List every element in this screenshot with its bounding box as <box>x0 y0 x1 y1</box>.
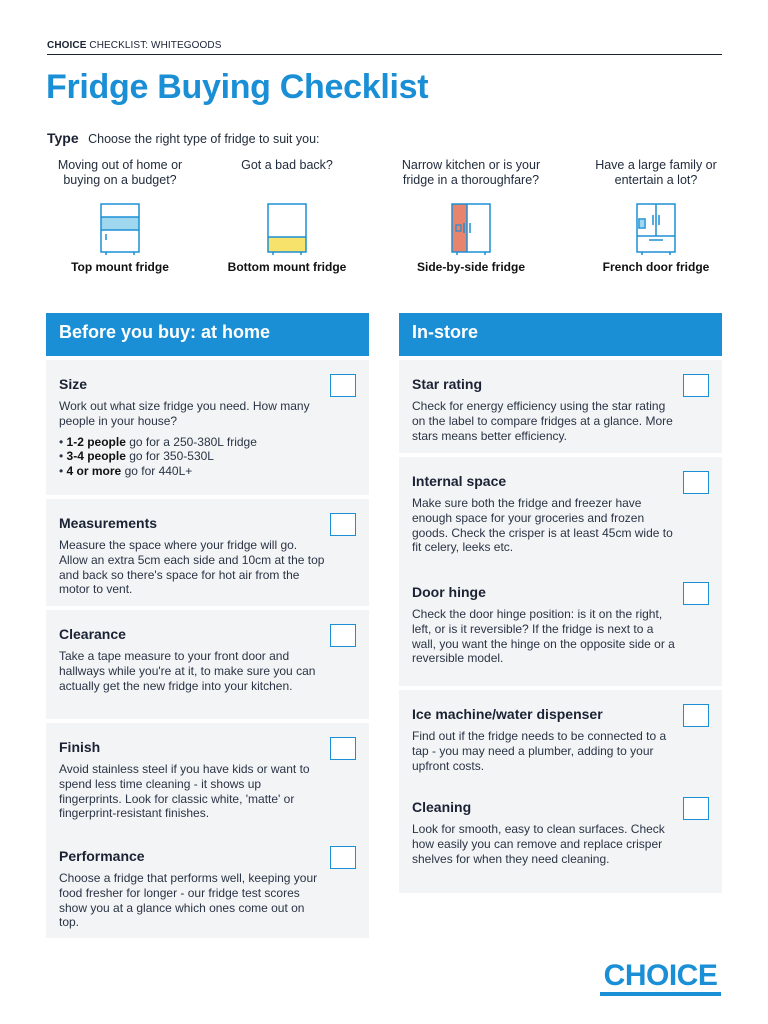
type-intro <box>47 130 320 146</box>
list-item: • 4 or more go for 440L+ <box>59 464 193 479</box>
bottom-mount-fridge-icon <box>267 203 307 255</box>
item-title: Door hinge <box>412 584 486 600</box>
fridge-type-question: Moving out of home or buying on a budget? <box>57 158 183 187</box>
checklist-item-door-hinge <box>399 568 722 686</box>
fridge-type-name: Top mount fridge <box>71 260 169 274</box>
item-text: Measure the space where your fridge will go. Allow an extra 5cm each side and 10cm at the top and back so there's space for hot air from the motor to vent. <box>59 538 325 597</box>
column-in-store <box>399 313 722 356</box>
checklist-item-cleaning <box>399 783 722 893</box>
fridge-type-top-mount <box>40 158 200 274</box>
header-brand: CHOICE <box>47 40 87 51</box>
item-text: Avoid stainless steel if you have kids or want to spend less time cleaning - it shows up fingerprints. Look for classic white, 'matte' or fingerprint-resistant finishes. <box>59 762 310 821</box>
checklist-item-performance <box>46 832 369 938</box>
ice-machine-checkbox[interactable] <box>683 704 709 727</box>
item-title: Clearance <box>59 626 126 642</box>
fridge-type-question: Have a large family or entertain a lot? <box>595 158 717 187</box>
choice-logo: CHOICE <box>603 959 718 992</box>
header-line <box>47 40 722 55</box>
item-text: Find out if the fridge needs to be connected to a tap - you may need a plumber, adding to your upfront costs. <box>412 729 667 773</box>
fridge-types <box>40 158 730 288</box>
column-heading: Before you buy: at home <box>46 313 369 356</box>
item-text: Take a tape measure to your front door and hallways while you're at it, to make sure you can actually get the new fridge into your kitchen. <box>59 649 316 693</box>
side-by-side-fridge-icon <box>451 203 491 255</box>
checklist-item-size <box>46 360 369 495</box>
item-title: Finish <box>59 739 101 755</box>
checklist-item-finish <box>46 723 369 832</box>
item-text: Make sure both the fridge and freezer have enough space for your groceries and frozen goods. Check the crisper is at least 45cm wide to fit celery, leeks etc. <box>412 496 673 555</box>
fridge-type-question: Narrow kitchen or is your fridge in a thoroughfare? <box>401 158 541 187</box>
checklist-item-measurements <box>46 499 369 606</box>
item-text: Check the door hinge position: is it on the right, left, or is it reversible? If the fridge is next to a wall, you want the hinge on the opposite side or a reversible model. <box>412 607 675 666</box>
item-title: Internal space <box>412 473 507 489</box>
fridge-type-question: Got a bad back? <box>241 158 333 172</box>
star-rating-checkbox[interactable] <box>683 374 709 397</box>
measurements-checkbox[interactable] <box>330 513 356 536</box>
internal-space-checkbox[interactable] <box>683 471 709 494</box>
item-title: Measurements <box>59 515 158 531</box>
door-hinge-checkbox[interactable] <box>683 582 709 605</box>
fridge-type-name: French door fridge <box>602 260 710 274</box>
performance-checkbox[interactable] <box>330 846 356 869</box>
item-text: Choose a fridge that performs well, keeping your food fresher for longer - our fridge test scores show you at a glance which ones come out on top. <box>59 871 318 930</box>
header-section: CHECKLIST: WHITEGOODS <box>89 40 222 51</box>
size-checkbox[interactable] <box>330 374 356 397</box>
finish-checkbox[interactable] <box>330 737 356 760</box>
checklist-item-star-rating <box>399 360 722 453</box>
item-text: Check for energy efficiency using the star rating on the label to compare fridges at a glance. More stars means better efficiency. <box>412 399 673 443</box>
item-title: Size <box>59 376 88 392</box>
item-text: Work out what size fridge you need. How many people in your house? <box>59 399 310 428</box>
column-at-home <box>46 313 369 356</box>
clearance-checkbox[interactable] <box>330 624 356 647</box>
page-title: Fridge Buying Checklist <box>46 68 429 106</box>
french-door-fridge-icon <box>636 203 676 255</box>
logo-underline <box>600 992 721 996</box>
fridge-type-french-door <box>576 158 736 274</box>
type-label: Type <box>47 130 79 146</box>
checklist-item-internal-space <box>399 457 722 568</box>
top-mount-fridge-icon <box>100 203 140 255</box>
type-text: Choose the right type of fridge to suit you: <box>88 132 320 146</box>
fridge-type-name: Bottom mount fridge <box>227 260 347 274</box>
checklist-item-clearance <box>46 610 369 719</box>
size-bullets <box>59 435 356 479</box>
item-title: Performance <box>59 848 145 864</box>
fridge-type-name: Side-by-side fridge <box>416 260 526 274</box>
list-item: • 1-2 people go for a 250-380L fridge <box>59 434 257 449</box>
checklist-item-ice-machine <box>399 690 722 783</box>
item-title: Star rating <box>412 376 483 392</box>
column-heading: In-store <box>399 313 722 356</box>
item-title: Ice machine/water dispenser <box>412 706 603 722</box>
item-text: Look for smooth, easy to clean surfaces. Check how easily you can remove and replace crisper shelves for when they need cleaning. <box>412 822 665 866</box>
cleaning-checkbox[interactable] <box>683 797 709 820</box>
item-title: Cleaning <box>412 799 472 815</box>
list-item: • 3-4 people go for 350-530L <box>59 449 214 464</box>
fridge-type-bottom-mount <box>207 158 367 274</box>
fridge-type-side-by-side <box>391 158 551 274</box>
